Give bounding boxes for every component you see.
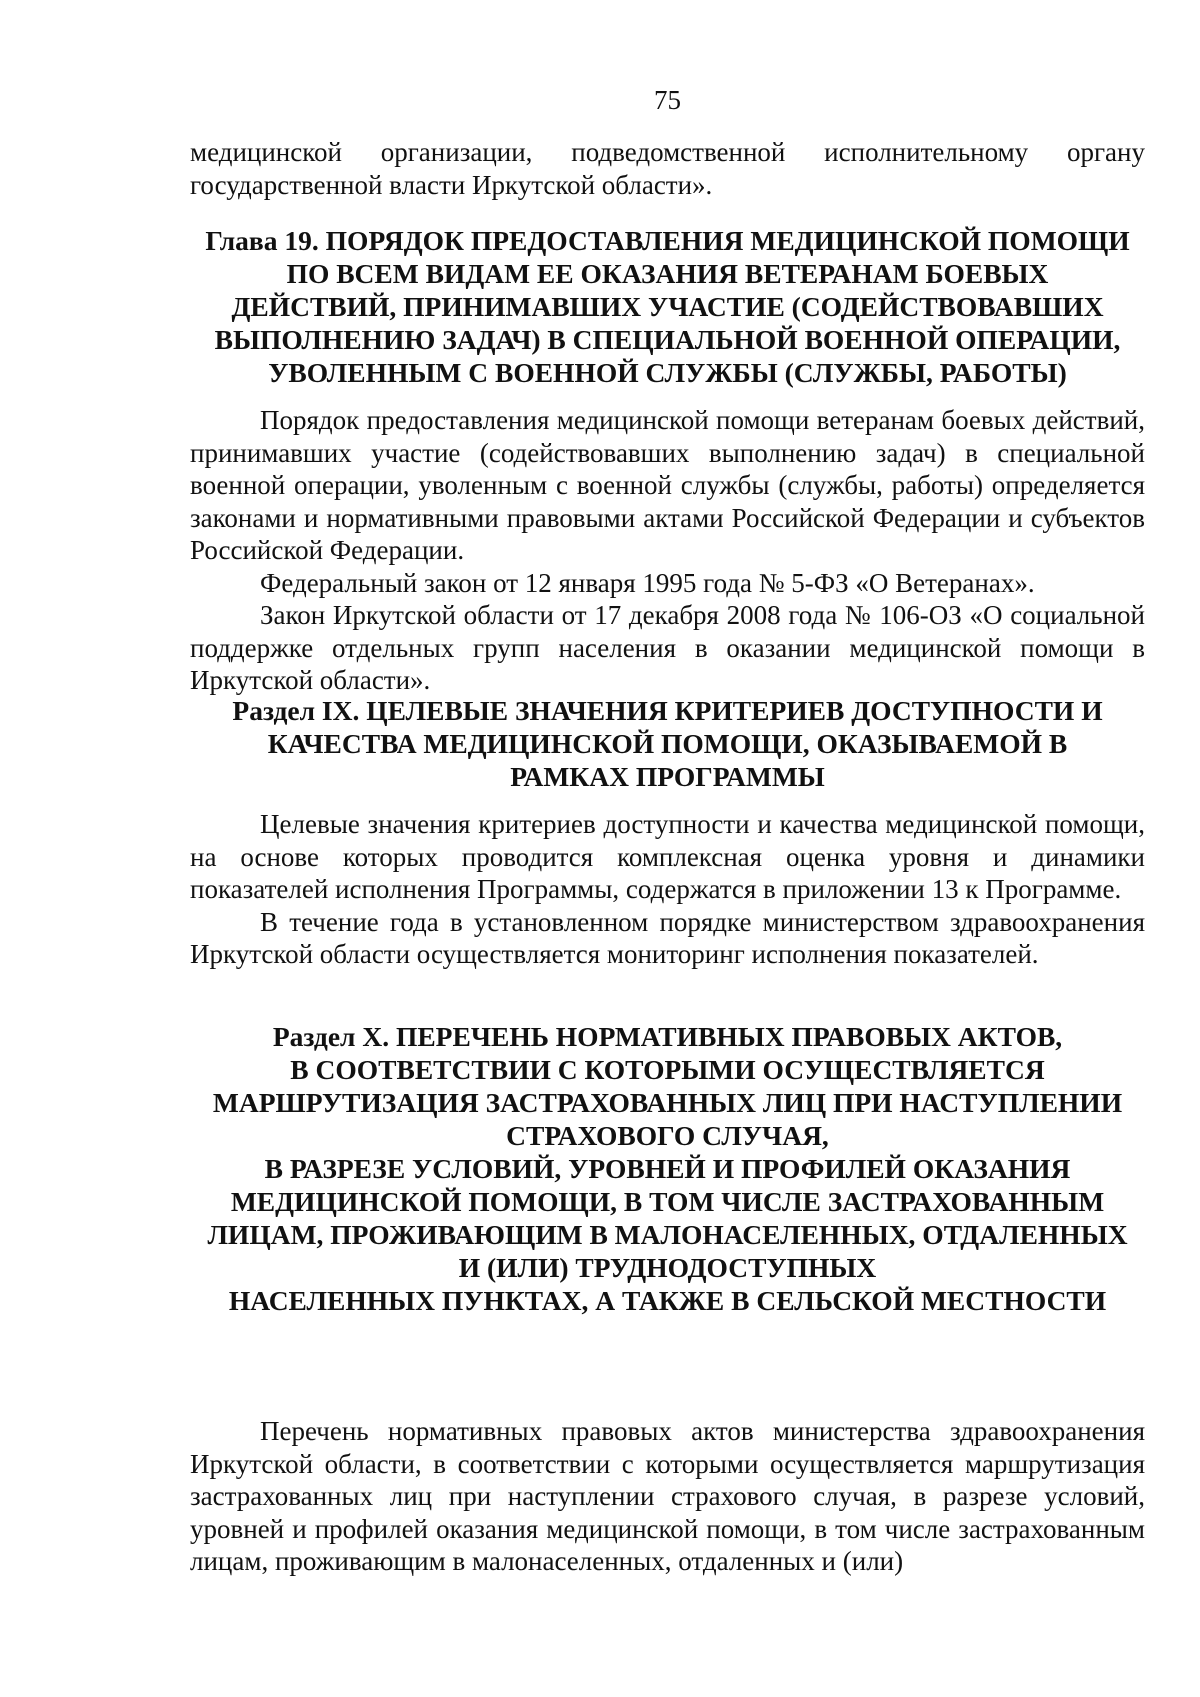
heading-line: ПО ВСЕМ ВИДАМ ЕЕ ОКАЗАНИЯ ВЕТЕРАНАМ БОЕВЫХ	[286, 258, 1049, 289]
heading-line: УВОЛЕННЫМ С ВОЕННОЙ СЛУЖБЫ (СЛУЖБЫ, РАБОТЫ)	[268, 357, 1067, 388]
chapter-19-body	[190, 404, 1145, 697]
section-9-heading	[190, 694, 1145, 793]
page-number: 75	[654, 85, 681, 115]
section-10-body	[190, 1415, 1145, 1578]
heading-line: Раздел X. ПЕРЕЧЕНЬ НОРМАТИВНЫХ ПРАВОВЫХ АКТОВ,	[272, 1021, 1063, 1052]
heading-line: ЛИЦАМ, ПРОЖИВАЮЩИМ В МАЛОНАСЕЛЕННЫХ, ОТДАЛЕННЫХ	[207, 1219, 1128, 1250]
heading-line: РАМКАХ ПРОГРАММЫ	[510, 761, 825, 792]
paragraph: Федеральный закон от 12 января 1995 года № 5-ФЗ «О Ветеранах».	[260, 567, 1035, 598]
paragraph: Закон Иркутской области от 17 декабря 2008 года № 106-ОЗ «О социальной поддержке отдельных групп населения в оказании медицинской помощи в Иркутской области».	[190, 600, 1145, 695]
continuation-block	[190, 136, 1145, 201]
paragraph: Целевые значения критериев доступности и качества медицинской помощи, на основе которых проводится комплексная оценка уровня и динамики показателей исполнения Программы, содержатся в приложении 13 к Программе.	[190, 809, 1145, 904]
heading-line: НАСЕЛЕННЫХ ПУНКТАХ, А ТАКЖЕ В СЕЛЬСКОЙ МЕСТНОСТИ	[228, 1285, 1107, 1316]
heading-line: ДЕЙСТВИЙ, ПРИНИМАВШИХ УЧАСТИЕ (СОДЕЙСТВОВАВШИХ	[231, 291, 1104, 322]
paragraph: В течение года в установленном порядке министерством здравоохранения Иркутской области осуществляется мониторинг исполнения показателей.	[190, 906, 1145, 969]
heading-line: Раздел IX. ЦЕЛЕВЫЕ ЗНАЧЕНИЯ КРИТЕРИЕВ ДОСТУПНОСТИ И	[232, 695, 1103, 726]
section-10-heading	[190, 1020, 1145, 1317]
continuation-paragraph: медицинской организации, подведомственной исполнительному органу государственной власти Иркутской области».	[190, 137, 1145, 200]
chapter-19-heading	[190, 224, 1145, 389]
heading-line: В РАЗРЕЗЕ УСЛОВИЙ, УРОВНЕЙ И ПРОФИЛЕЙ ОКАЗАНИЯ	[264, 1153, 1071, 1184]
heading-line: КАЧЕСТВА МЕДИЦИНСКОЙ ПОМОЩИ, ОКАЗЫВАЕМОЙ В	[267, 728, 1068, 759]
paragraph: Перечень нормативных правовых актов министерства здравоохранения Иркутской области, в соответствии с которыми осуществляется маршрутизация застрахованных лиц при наступлении страхового случая, в разрезе условий, уровней и профилей оказания медицинской помощи, в том числе застрахованным лицам, проживающим в малонаселенных, отдаленных и (или)	[190, 1416, 1145, 1576]
heading-line: ВЫПОЛНЕНИЮ ЗАДАЧ) В СПЕЦИАЛЬНОЙ ВОЕННОЙ ОПЕРАЦИИ,	[214, 324, 1121, 355]
heading-line: И (ИЛИ) ТРУДНОДОСТУПНЫХ	[458, 1252, 877, 1283]
section-9-body	[190, 808, 1145, 971]
heading-line: МАРШРУТИЗАЦИЯ ЗАСТРАХОВАННЫХ ЛИЦ ПРИ НАСТУПЛЕНИИ	[212, 1087, 1123, 1118]
heading-line: СТРАХОВОГО СЛУЧАЯ,	[506, 1120, 829, 1151]
paragraph: Порядок предоставления медицинской помощи ветеранам боевых действий, принимавших участие (содействовавших выполнению задач) в специальной военной операции, уволенным с военной службы (службы, работы) определяется законами и нормативными правовыми актами Российской Федерации и субъектов Российской Федерации.	[190, 405, 1145, 565]
heading-line: Глава 19. ПОРЯДОК ПРЕДОСТАВЛЕНИЯ МЕДИЦИНСКОЙ ПОМОЩИ	[205, 225, 1130, 256]
heading-line: В СООТВЕТСТВИИ С КОТОРЫМИ ОСУЩЕСТВЛЯЕТСЯ	[290, 1054, 1045, 1085]
heading-line: МЕДИЦИНСКОЙ ПОМОЩИ, В ТОМ ЧИСЛЕ ЗАСТРАХОВАННЫМ	[230, 1186, 1105, 1217]
